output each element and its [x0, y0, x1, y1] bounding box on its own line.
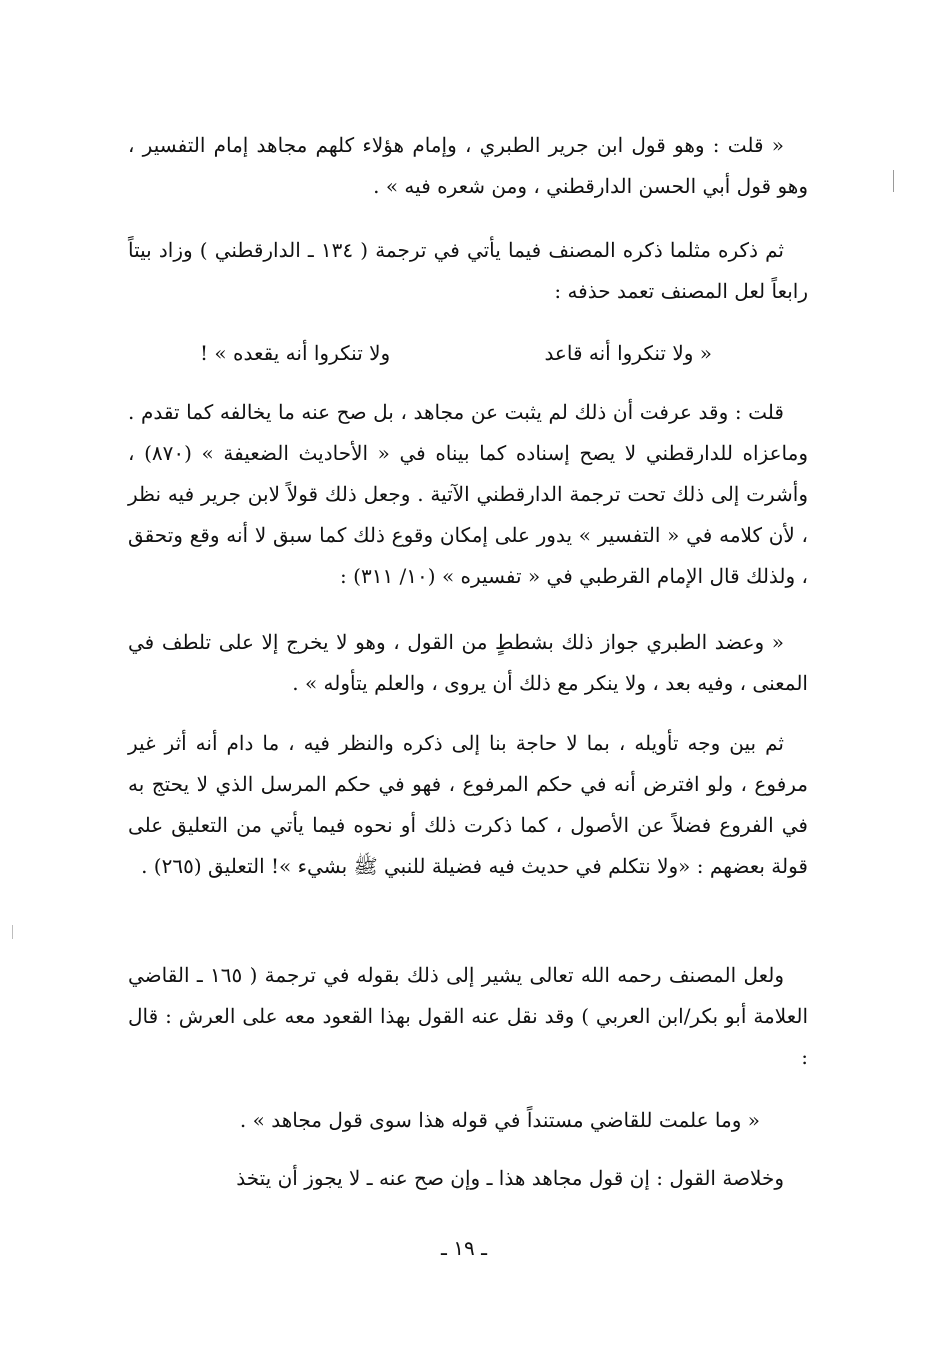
paragraph-text: ثم بين وجه تأويله ، بما لا حاجة بنا إلى ذكره والنظر فيه ، ما دام أنه أثر غير مرفوع ، ولو افترض أنه في حكم المرفوع ، فهو في حكم المرسل الذي لا يحتج به في الفروع فضلاً عن الأصول ، كما ذكرت ذلك أو نحوه فيما يأتي من التعليق على قولة بعضهم : «ولا نتكلم في حديث فيه فضيلة للنبي ﷺ بشيء »! التعليق (٢٦٥) .	[128, 731, 808, 878]
verse-first-hemistich: « ولا تنكروا أنه قاعد	[544, 341, 712, 365]
paragraph-refutation	[128, 392, 808, 597]
paragraph-quote-tabari	[128, 125, 808, 207]
scan-artifact	[12, 925, 13, 939]
page-number: ـ ١٩ ـ	[441, 1236, 487, 1260]
quoted-sentence: « وما علمت للقاضي مستنداً في قوله هذا سوى قول مجاهد » .	[239, 1108, 760, 1132]
paragraph-text: « وعضد الطبري جواز ذلك بشططٍ من القول ، وهو لا يخرج إلا على تلطف في المعنى ، وفيه بعد ، ولا ينكر مع ذلك أن يروى ، والعلم يتأوله » .	[128, 630, 808, 695]
paragraph-text: قلت : وقد عرفت أن ذلك لم يثبت عن مجاهد ، بل صح عنه ما يخالفه كما تقدم . وماعزاه للدارقطني لا يصح إسناده كما بيناه في « الأحاديث الضعيفة » (٨٧٠) ، وأشرت إلى ذلك تحت ترجمة الدارقطني الآتية . وجعل ذلك قولاً لابن جرير فيه نظر ، لأن كلامه في « التفسير » يدور على إمكان وقوع ذلك كما سبق لا أنه وقع وتحقق ، ولذلك قال الإمام القرطبي في « تفسيره » (١٠/ ٣١١) :	[128, 400, 809, 588]
poetry-verse	[200, 333, 712, 373]
paragraph-qurtubi-quote	[128, 622, 808, 704]
paragraph-text: ولعل المصنف رحمه الله تعالى يشير إلى ذلك بقوله في ترجمة ( ١٦٥ ـ القاضي العلامة أبو بكر/ابن العربي ) وقد نقل عنه القول بهذا القعود معه على العرش : قال :	[128, 963, 808, 1069]
paragraph-ibn-arabi	[128, 955, 808, 1078]
paragraph-text: « قلت : وهو قول ابن جرير الطبري ، وإمام هؤلاء كلهم مجاهد إمام التفسير ، وهو قول أبي الحسن الدارقطني ، ومن شعره فيه » .	[128, 133, 808, 198]
paragraph-conclusion	[128, 1158, 808, 1199]
verse-second-hemistich: ولا تنكروا أنه يقعده » !	[200, 341, 391, 365]
paragraph-interpretation	[128, 723, 808, 887]
paragraph-text: وخلاصة القول : إن قول مجاهد هذا ـ وإن صح عنه ـ لا يجوز أن يتخذ	[236, 1166, 784, 1190]
paragraph-text: ثم ذكره مثلما ذكره المصنف فيما يأتي في ترجمة ( ١٣٤ ـ الدارقطني ) وزاد بيتاً رابعاً لعل المصنف تعمد حذفه :	[128, 238, 808, 303]
paragraph-daraqutni-mention	[128, 230, 808, 312]
scan-artifact	[893, 170, 894, 192]
